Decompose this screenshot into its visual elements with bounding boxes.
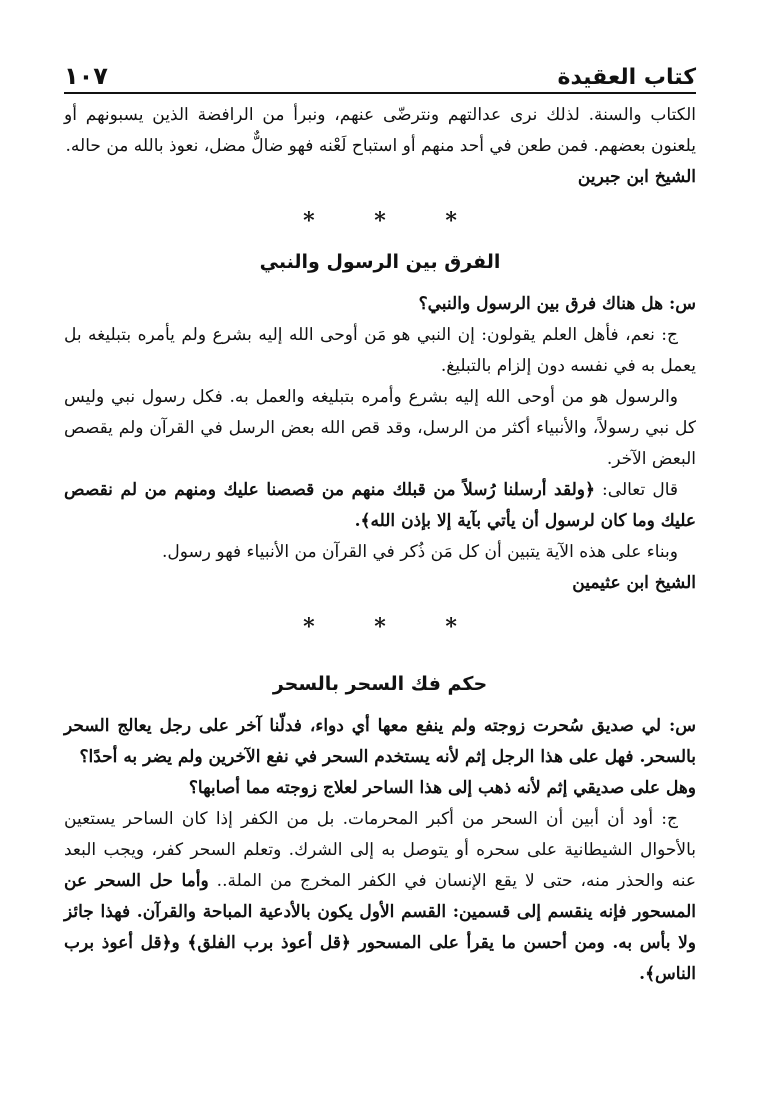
section-separator: * * * bbox=[303, 614, 483, 640]
question-magic-part-2: وهل على صديقي إثم لأنه ذهب إلى هذا الساحر لعلاج زوجته مما أصابها؟ bbox=[188, 778, 696, 798]
answer-paragraph-1: ج: نعم، فأهل العلم يقولون: إن النبي هو مَن أوحى الله إليه بشرع ولم يأمره بتبليغه بل يعمل به في نفسه دون إلزام بالتبليغ. bbox=[64, 325, 696, 376]
section-title-magic-ruling: حكم فك السحر بالسحر bbox=[272, 673, 488, 695]
section-title-prophet-messenger: الفرق بين الرسول والنبي bbox=[259, 251, 501, 273]
quote-intro: قال تعالى: bbox=[594, 480, 679, 500]
quran-verse: ﴿ولقد أرسلنا رُسلاً من قبلك منهم من قصصنا عليك ومنهم من لم نقصص عليك وما كان لرسول أن يأتي بآية إلا بإذن الله﴾. bbox=[64, 480, 696, 531]
answer-paragraph-4: وبناء على هذه الآية يتبين أن كل مَن ذُكر في القرآن من الأنبياء فهو رسول. bbox=[162, 542, 678, 562]
book-title: كتاب العقيدة bbox=[557, 65, 696, 90]
answer-magic bbox=[64, 804, 696, 990]
question-prophet-messenger: س: هل هناك فرق بين الرسول والنبي؟ bbox=[418, 294, 696, 314]
page-header bbox=[64, 56, 696, 94]
answer-paragraph-2: والرسول هو من أوحى الله إليه بشرع وأمره بتبليغه والعمل به. فكل رسول نبي وليس كل نبي رسولاً، والأنبياء أكثر من الرسل، وقد قص الله بعض الرسل في القرآن ولم يقصص البعض الآخر. bbox=[64, 387, 696, 469]
intro-signature: الشيخ ابن جبرين bbox=[577, 167, 696, 187]
section-separator: * * * bbox=[303, 208, 483, 234]
question-magic-part-1: س: لي صديق سُحرت زوجته ولم ينفع معها أي دواء، فدلّنا آخر على رجل يعالج السحر بالسحر. فهل على هذا الرجل إثم لأنه يستخدم السحر في نفع الآخرين ولم يضر به أحدًا؟ bbox=[64, 716, 696, 767]
section1-signature: الشيخ ابن عثيمين bbox=[572, 573, 696, 593]
answer-magic-normal: ج: أود أن أبين أن السحر من أكبر المحرمات. بل من الكفر إذا كان الساحر يستعين بالأحوال الشيطانية على سحره أو يتوصل به إلى الشرك. وتعلم السحر كفر، ويجب البعد عنه والحذر منه، حتى لا يقع الإنسان في الكفر المخرج من الملة.. bbox=[64, 809, 696, 891]
intro-paragraph: الكتاب والسنة. لذلك نرى عدالتهم ونترضّى عنهم، ونبرأ من الرافضة الذين يسبونهم أو يلعنون بعضهم. فمن طعن في أحد منهم أو استباح لَعْنه فهو ضالٌّ مضل، نعوذ بالله من حاله. bbox=[64, 105, 696, 156]
page-number: ١٠٧ bbox=[64, 62, 108, 90]
page-content bbox=[64, 100, 696, 990]
answer-magic-bold: وأما حل السحر عن المسحور فإنه ينقسم إلى قسمين: القسم الأول يكون بالأدعية المباحة والقرآن. فهذا جائز ولا بأس به. ومن أحسن ما يقرأ على المسحور ﴿قل أعوذ برب الفلق﴾ و﴿قل أعوذ برب الناس﴾. bbox=[64, 871, 696, 984]
book-page bbox=[64, 56, 696, 990]
answer-paragraph-3 bbox=[64, 475, 696, 537]
